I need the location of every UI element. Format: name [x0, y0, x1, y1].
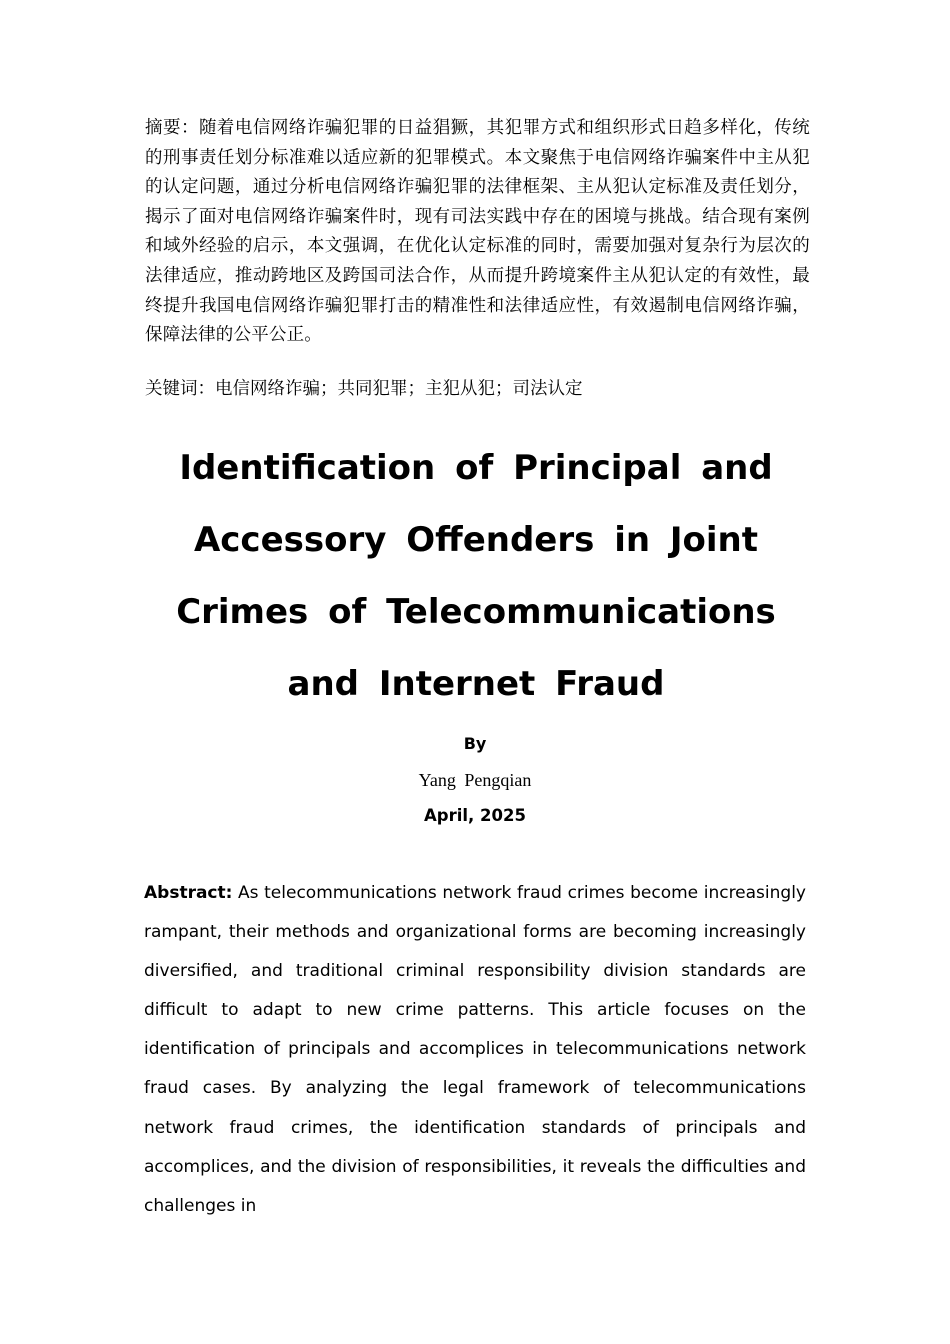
- english-abstract-text: As telecommunications network fraud crimes become increasingly rampant, their methods and organizational forms are becoming increasingly diversified, and traditional criminal responsibility division standards are difficult to adapt to new crime patterns. This article focuses on the identification of principals and accomplices in telecommunications network fraud cases. By analyzing the legal framework of telecommunications network fraud crimes, the identification standards of principals and accomplices, and the division of responsibilities, it reveals the difficulties and challenges in: [144, 883, 806, 1216]
- chinese-keywords: [145, 375, 810, 404]
- paper-title: Identification of Principal and Accessory Offenders in Joint Crimes of Telecommunications and Internet Fraud: [176, 448, 776, 704]
- english-abstract-label: Abstract:: [144, 883, 233, 903]
- chinese-keywords-label: 关键词：: [145, 379, 215, 399]
- by-label: By: [463, 734, 487, 753]
- author-name: Yang Pengqian: [418, 770, 532, 790]
- chinese-abstract-label: 摘要：: [145, 118, 199, 138]
- chinese-abstract-text: 随着电信网络诈骗犯罪的日益猖獗，其犯罪方式和组织形式日趋多样化，传统的刑事责任划分标准难以适应新的犯罪模式。本文聚焦于电信网络诈骗案件中主从犯的认定问题，通过分析电信网络诈骗犯罪的法律框架、主从犯认定标准及责任划分，揭示了面对电信网络诈骗案件时，现有司法实践中存在的困境与挑战。结合现有案例和域外经验的启示，本文强调，在优化认定标准的同时，需要加强对复杂行为层次的法律适应，推动跨地区及跨国司法合作，从而提升跨境案件主从犯认定的有效性，最终提升我国电信网络诈骗犯罪打击的精准性和法律适应性，有效遏制电信网络诈骗，保障法律的公平公正。: [145, 118, 810, 346]
- chinese-abstract: [145, 114, 810, 351]
- english-abstract: [144, 874, 806, 1226]
- publication-date: April, 2025: [424, 806, 526, 825]
- chinese-keywords-text: 电信网络诈骗；共同犯罪；主犯从犯；司法认定: [215, 379, 583, 399]
